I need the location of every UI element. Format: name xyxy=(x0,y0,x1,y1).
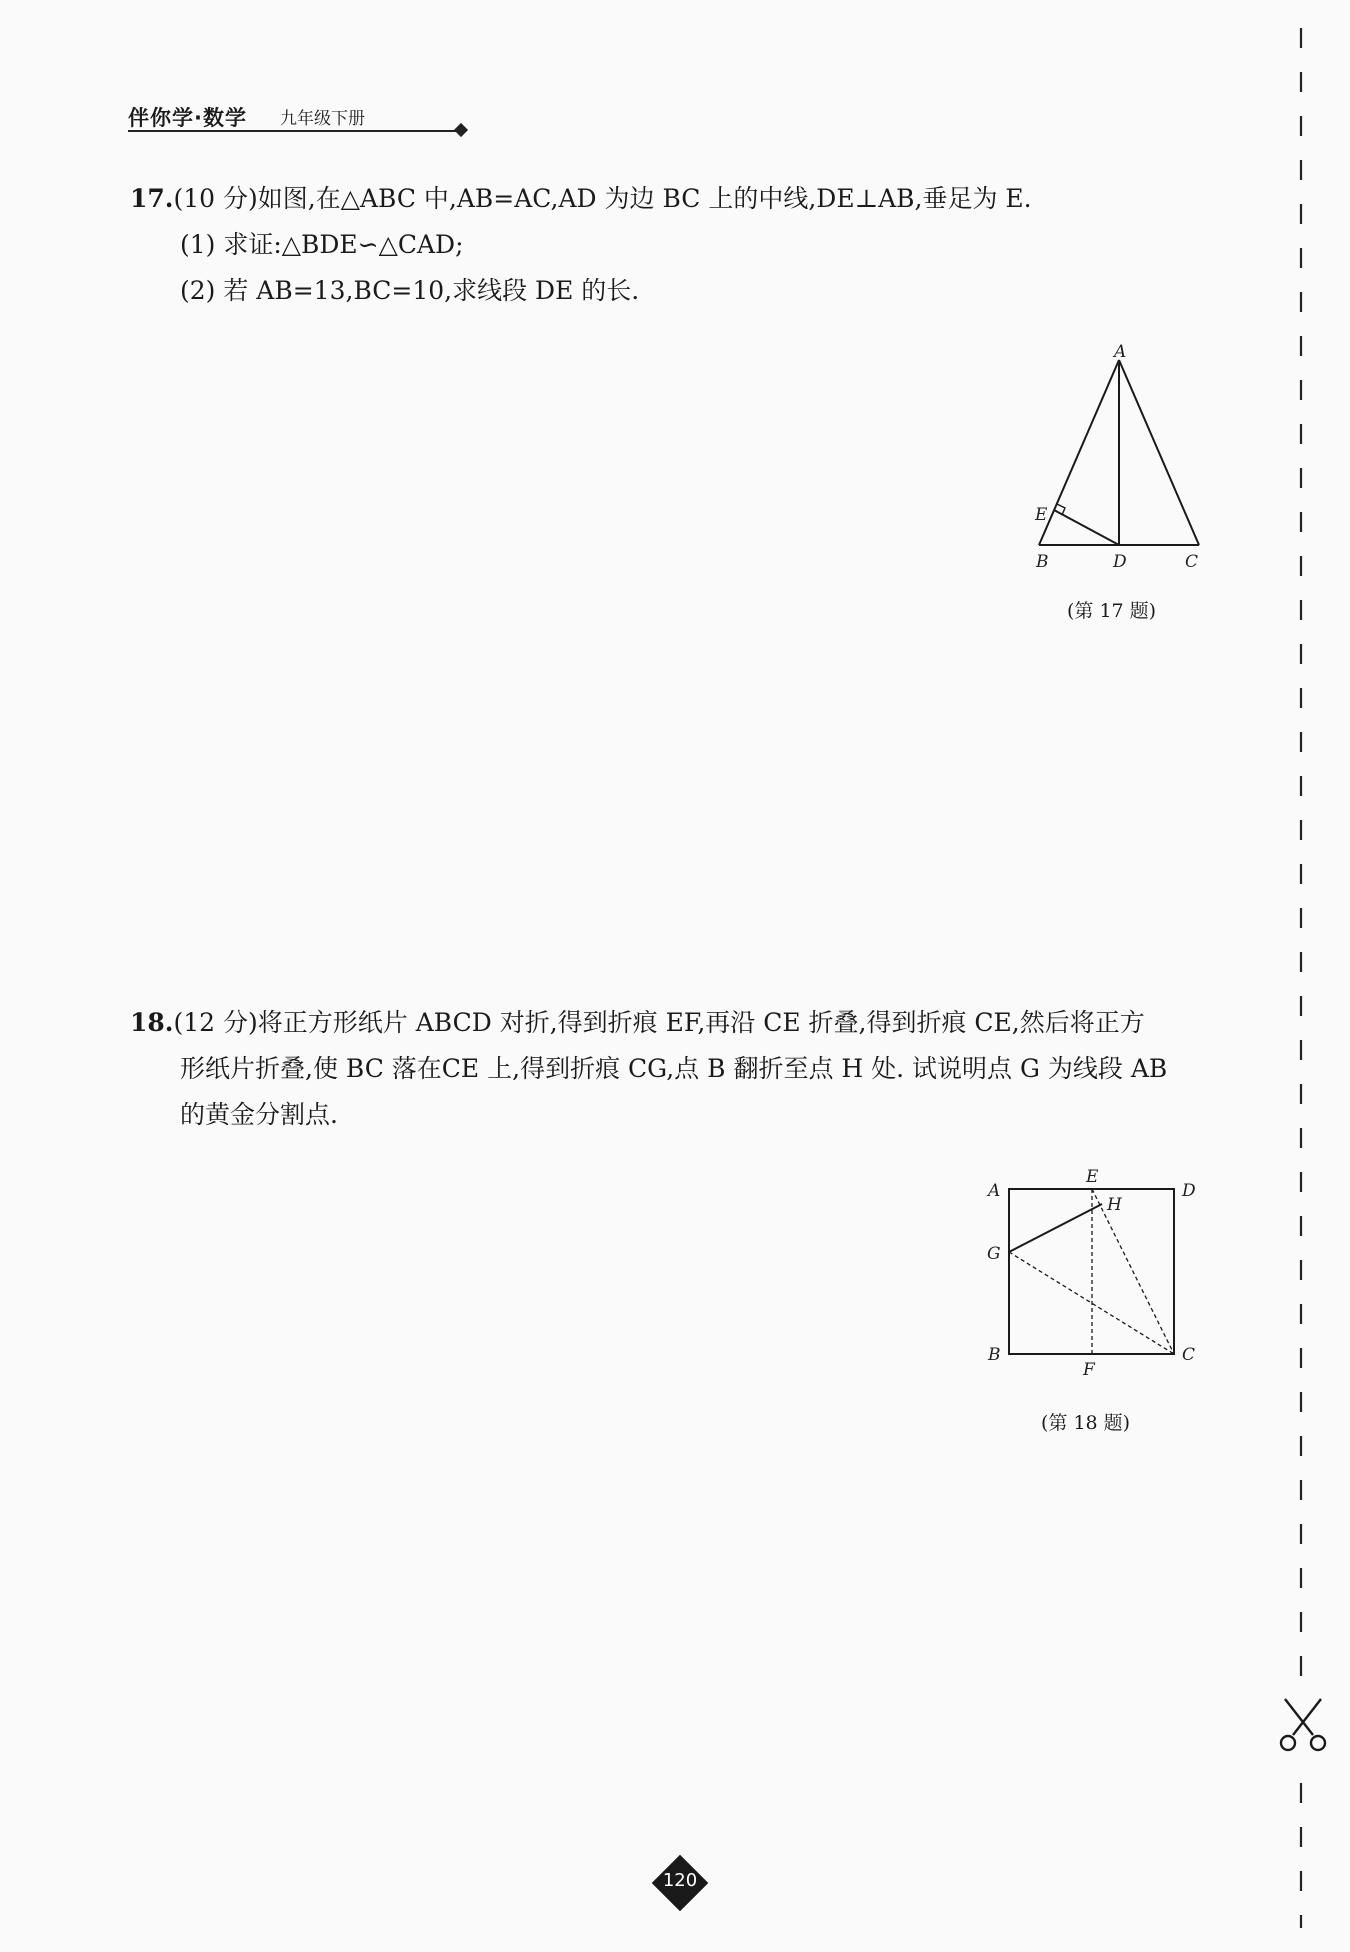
label-E: E xyxy=(1086,1167,1099,1187)
segment-AC xyxy=(1119,360,1199,545)
question-18-number: 18. xyxy=(130,1008,174,1037)
question-17-part1: (1) 求证:△BDE∽△CAD; xyxy=(180,230,464,259)
question-18-line3: 的黄金分割点. xyxy=(180,1100,338,1129)
question-18-line2: 形纸片折叠,使 BC 落在CE 上,得到折痕 CG,点 B 翻折至点 H 处. 试说明点 G 为线段 AB xyxy=(180,1054,1168,1083)
question-17 xyxy=(130,176,1032,314)
label-G: G xyxy=(987,1244,1001,1264)
crease-CE xyxy=(1092,1189,1174,1354)
page-header xyxy=(128,100,468,136)
scissors-icon xyxy=(1275,1695,1331,1759)
series-title: 伴你学·数学 xyxy=(128,106,247,130)
grade-label: 九年级下册 xyxy=(280,109,365,129)
label-B: B xyxy=(1036,552,1049,572)
page-number-text: 120 xyxy=(662,1870,698,1891)
diamond-icon xyxy=(454,123,468,137)
figure-18 xyxy=(980,1160,1210,1380)
label-A: A xyxy=(988,1181,1001,1201)
question-17-stem: (10 分)如图,在△ABC 中,AB=AC,AD 为边 BC 上的中线,DE⊥AB,垂足为 E. xyxy=(173,184,1032,213)
segment-DE xyxy=(1054,510,1119,545)
question-17-number: 17. xyxy=(130,184,174,213)
label-F: F xyxy=(1083,1360,1095,1380)
caption-18: (第 18 题) xyxy=(1041,1412,1131,1434)
label-B: B xyxy=(988,1345,1001,1365)
segment-AB xyxy=(1039,360,1119,545)
label-E: E xyxy=(1035,505,1048,525)
header-rule xyxy=(128,130,460,132)
label-D: D xyxy=(1113,552,1127,572)
label-A: A xyxy=(1114,342,1127,362)
question-18-line1: (12 分)将正方形纸片 ABCD 对折,得到折痕 EF,再沿 CE 折叠,得到折痕 CE,然后将正方 xyxy=(173,1008,1145,1037)
figure-17 xyxy=(1020,340,1220,580)
page-number xyxy=(652,1855,708,1911)
segment-GH xyxy=(1009,1204,1102,1252)
question-18 xyxy=(130,1000,1167,1138)
question-17-part2: (2) 若 AB=13,BC=10,求线段 DE 的长. xyxy=(180,276,640,305)
label-C: C xyxy=(1182,1345,1196,1365)
label-D: D xyxy=(1182,1181,1196,1201)
label-C: C xyxy=(1185,552,1199,572)
label-H: H xyxy=(1107,1195,1122,1215)
cut-line xyxy=(1298,28,1304,1928)
caption-17: (第 17 题) xyxy=(1067,600,1157,622)
